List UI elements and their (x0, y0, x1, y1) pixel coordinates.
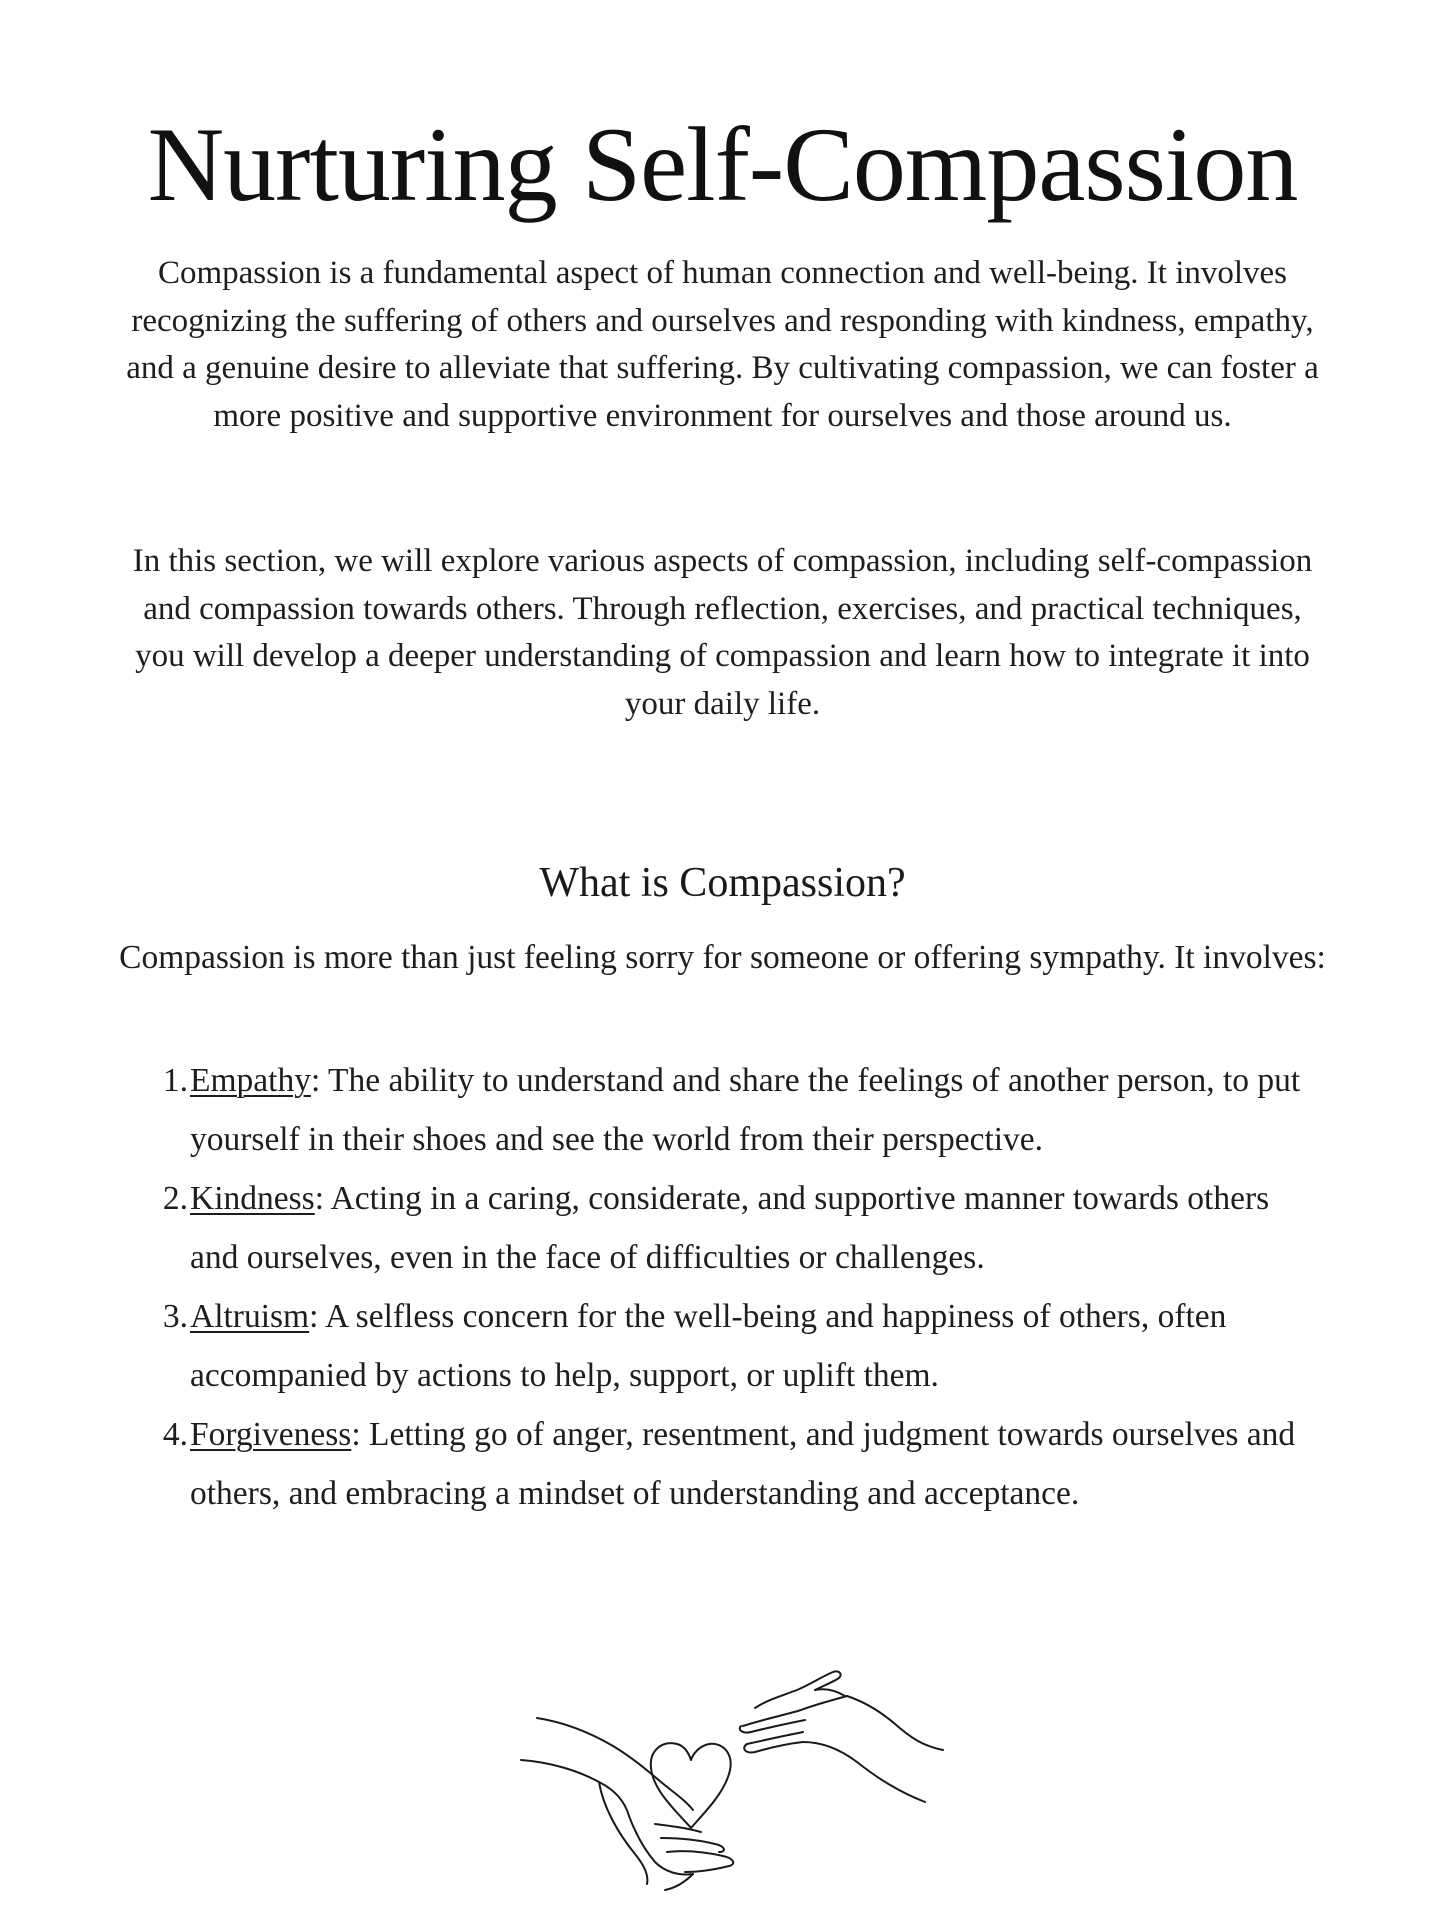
list-item-altruism (162, 1287, 1320, 1405)
term-kindness: Kindness (190, 1180, 315, 1217)
list-number: 3. (162, 1298, 188, 1335)
term-empathy: Empathy (190, 1062, 311, 1099)
page-title: Nurturing Self-Compassion (147, 106, 1298, 223)
intro-paragraph-2: In this section, we will explore various aspects of compassion, including self-compassion and compassion towards others. Through reflection, exercises, and practical techniques, you will develop a deeper understanding of compassion and learn how to integrate it into your daily life. (132, 543, 1313, 722)
list-item-empathy (162, 1051, 1320, 1169)
term-altruism: Altruism (190, 1298, 310, 1335)
definition-kindness: : Acting in a caring, considerate, and supportive manner towards others and ourselves, even in the face of difficulties or challenges. (190, 1180, 1270, 1276)
list-number: 2. (162, 1180, 188, 1217)
list-item-kindness (162, 1169, 1320, 1287)
definition-list (162, 1051, 1320, 1523)
list-item-forgiveness (162, 1405, 1320, 1523)
section-heading: What is Compassion? (539, 860, 906, 906)
definition-empathy: : The ability to understand and share the feelings of another person, to put yourself in their shoes and see the world from their perspective. (190, 1062, 1301, 1158)
section-intro: Compassion is more than just feeling sorry for someone or offering sympathy. It involves: (119, 939, 1326, 976)
definition-altruism: : A selfless concern for the well-being and happiness of others, often accompanied by actions to help, support, or uplift them. (190, 1298, 1227, 1394)
definition-forgiveness: : Letting go of anger, resentment, and judgment towards ourselves and others, and embracing a mindset of understanding and acceptance. (190, 1416, 1296, 1512)
list-number: 4. (162, 1416, 188, 1453)
hands-heart-icon (515, 1660, 945, 1900)
intro-paragraph-1: Compassion is a fundamental aspect of human connection and well-being. It involves recognizing the suffering of others and ourselves and responding with kindness, empathy, and a genuine desire to alleviate that suffering. By cultivating compassion, we can foster a more positive and supportive environment for ourselves and those around us. (126, 255, 1319, 434)
list-number: 1. (162, 1062, 188, 1099)
term-forgiveness: Forgiveness (190, 1416, 352, 1453)
